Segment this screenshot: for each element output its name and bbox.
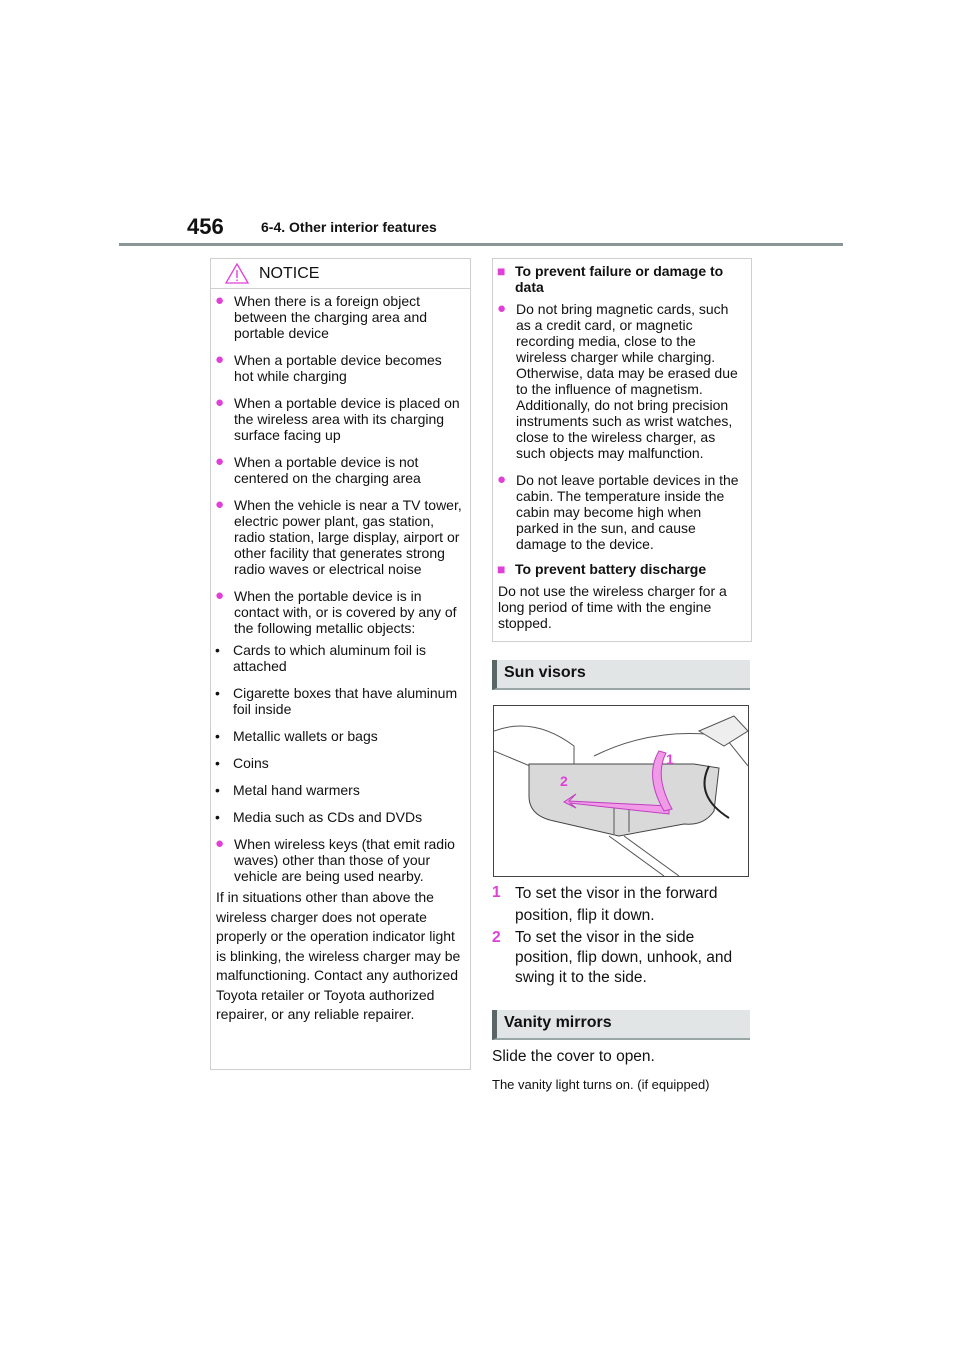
notice-bullet: ● Do not leave portable devices in the cabin. The temperature inside the cabin may become high when parked in the sun, and cause damage to the device. — [497, 471, 739, 552]
data-notice-box — [492, 258, 752, 642]
paragraph: Do not use the wireless charger for a long period of time with the engine stopped. — [498, 583, 727, 631]
subheading: ■ To prevent battery discharge — [497, 561, 707, 577]
notice-title: NOTICE — [259, 264, 320, 282]
notice-subitem: • Metallic wallets or bags — [215, 728, 378, 744]
vanity-text: Slide the cover to open. — [492, 1048, 655, 1065]
notice-box — [210, 258, 471, 1070]
figure-label-2: 2 — [560, 773, 568, 789]
notice-bullet: ● Do not bring magnetic cards, such as a credit card, or magnetic recording media, close to the wireless charger while charging. Otherwise, data may be erased due to the influence of magnetism. Additionally, do not bring precision instruments such as wrist watches, close to the wireless charger, as such objects may malfunction. — [497, 300, 738, 461]
notice-bullet: ● When the portable device is in contact with, or is covered by any of the following metallic objects: — [215, 587, 457, 636]
notice-bullet: ● When the vehicle is near a TV tower, electric power plant, gas station, radio station, large display, airport or other facility that generates strong radio waves or electrical noise — [215, 496, 462, 577]
notice-subitem: • Coins — [215, 755, 269, 771]
notice-subitem: • Metal hand warmers — [215, 782, 360, 798]
notice-paragraph: If in situations other than above the wireless charger does not operate properly or the operation indicator light is blinking, the wireless charger may be malfunctioning. Contact any authorized Toyota retailer or Toyota authorized repairer, or any reliable repairer. — [216, 889, 461, 1022]
notice-bullet: ● When a portable device becomes hot while charging — [215, 351, 442, 384]
notice-header — [211, 259, 470, 289]
vanity-note: The vanity light turns on. (if equipped) — [492, 1077, 710, 1092]
sun-visor-illustration — [493, 705, 749, 877]
step-2: 2 To set the visor in the side position, flip down, unhook, and swing it to the side. — [492, 929, 733, 986]
notice-bullet: ● When there is a foreign object between the charging area and portable device — [215, 292, 428, 341]
step-1: 1 To set the visor in the forward position, flip it down. — [492, 884, 718, 924]
warning-icon — [225, 263, 249, 284]
notice-bullet: ● When wireless keys (that emit radio waves) other than those of your vehicle are being used nearby. — [215, 835, 455, 884]
notice-subitem: • Cigarette boxes that have aluminum foil inside — [215, 685, 458, 717]
section-title: 6-4. Other interior features — [261, 219, 437, 235]
figure-label-1: 1 — [666, 751, 674, 767]
header-rule — [119, 243, 843, 246]
notice-subitem: • Media such as CDs and DVDs — [215, 809, 423, 825]
notice-bullet: ● When a portable device is placed on the wireless area with its charging surface facing up — [215, 394, 460, 443]
notice-subitem: • Cards to which aluminum foil is attached — [215, 642, 426, 674]
vanity-mirrors-heading: Vanity mirrors — [492, 1010, 750, 1040]
subheading: ■ To prevent failure or damage to data — [497, 263, 724, 295]
notice-bullet: ● When a portable device is not centered on the charging area — [215, 453, 421, 486]
page-number: 456 — [187, 214, 224, 239]
sun-visors-heading: Sun visors — [492, 660, 750, 690]
